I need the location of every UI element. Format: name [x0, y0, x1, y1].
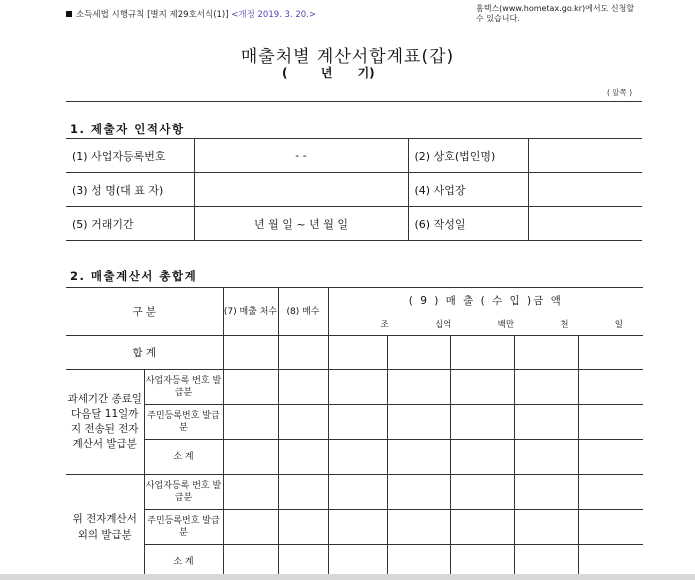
amount-cell[interactable]: [387, 440, 450, 475]
amount-cell[interactable]: [514, 405, 578, 440]
amount-cell[interactable]: [514, 336, 578, 370]
section2-heading: 2. 매출계산서 총합계: [70, 269, 198, 283]
sub-resident-label: 주민등록번호 발급분: [144, 510, 223, 545]
amount-cell[interactable]: [387, 370, 450, 405]
amount-cell[interactable]: [450, 336, 514, 370]
square-bullet-icon: [66, 11, 72, 17]
buyers-cell[interactable]: [223, 440, 278, 475]
year-period: ( 년 기): [282, 66, 375, 80]
amount-cell[interactable]: [328, 370, 387, 405]
subtotal-label: 소 계: [144, 440, 223, 475]
amount-cell[interactable]: [387, 336, 450, 370]
col-buyer-count: (7) 매출 처수: [223, 288, 278, 336]
amount-units: [329, 318, 644, 330]
divider: [66, 101, 642, 102]
unit-sipeok: 십억: [434, 320, 452, 330]
unit-il: 일: [614, 320, 623, 330]
amount-cell[interactable]: [387, 475, 450, 510]
label-company-name: (2) 상호(법인명): [408, 139, 528, 173]
table-row: [66, 139, 642, 173]
form-title: 매출처별 계산서합계표(갑): [240, 47, 455, 67]
buyers-cell[interactable]: [223, 510, 278, 545]
buyers-cell[interactable]: [223, 405, 278, 440]
table-row: [66, 440, 643, 475]
form-reference: [66, 8, 316, 20]
amount-cell[interactable]: [578, 370, 643, 405]
amount-cell[interactable]: [450, 440, 514, 475]
col-sheet-count: (8) 매수: [278, 288, 328, 336]
label-business-place: (4) 사업장: [408, 173, 528, 207]
submitter-info-table: [66, 138, 642, 241]
subtotal-label: 소 계: [144, 545, 223, 580]
amount-cell[interactable]: [514, 510, 578, 545]
sheets-cell[interactable]: [278, 370, 328, 405]
unit-jo: 조: [380, 320, 389, 330]
total-row: [66, 336, 643, 370]
col-sales-amount: [328, 288, 643, 336]
group-other-label: 위 전자계산서 외의 발급분: [66, 475, 144, 580]
company-name-field[interactable]: [528, 139, 642, 173]
amount-cell[interactable]: [514, 440, 578, 475]
amount-cell[interactable]: [578, 440, 643, 475]
amount-cell[interactable]: [387, 510, 450, 545]
sheets-cell[interactable]: [278, 405, 328, 440]
hometax-note: 홈택스(www.hometax.go.kr)에서도 신청할 수 있습니다.: [476, 4, 635, 23]
form-ref-text: 소득세법 시행규칙 [별지 제29호서식(1)]: [76, 10, 229, 20]
section1-heading: 1. 제출자 인적사항: [70, 122, 185, 136]
sub-business-label: 사업자등록 번호 발급분: [144, 370, 223, 405]
buyers-cell[interactable]: [223, 475, 278, 510]
amount-cell[interactable]: [450, 405, 514, 440]
table-row: [66, 405, 643, 440]
amount-cell[interactable]: [328, 440, 387, 475]
sheets-cell[interactable]: [278, 475, 328, 510]
amount-cell[interactable]: [450, 370, 514, 405]
total-label: 합 계: [66, 336, 223, 370]
table-row: [66, 207, 642, 241]
sales-amount-title: ( 9 ) 매 출 ( 수 입 )금 액: [408, 295, 563, 307]
table-header-row: [66, 288, 643, 336]
group-electronic-label: 과세기간 종료일 다음달 11일까지 전송된 전자계산서 발급분: [66, 370, 144, 475]
amount-cell[interactable]: [387, 405, 450, 440]
amount-cell[interactable]: [578, 510, 643, 545]
sheets-cell[interactable]: [278, 510, 328, 545]
label-representative: (3) 성 명(대 표 자): [66, 173, 194, 207]
sub-business-label: 사업자등록 번호 발급분: [144, 475, 223, 510]
revision-link[interactable]: <개정 2019. 3. 20.>: [231, 10, 316, 20]
buyers-cell[interactable]: [223, 370, 278, 405]
representative-field[interactable]: [194, 173, 408, 207]
business-place-field[interactable]: [528, 173, 642, 207]
amount-cell[interactable]: [578, 336, 643, 370]
label-trade-period: (5) 거래기간: [66, 207, 194, 241]
total-sheets-cell[interactable]: [278, 336, 328, 370]
sheets-cell[interactable]: [278, 440, 328, 475]
amount-cell[interactable]: [328, 475, 387, 510]
sales-summary-table: [66, 287, 643, 580]
amount-cell[interactable]: [328, 510, 387, 545]
label-business-number: (1) 사업자등록번호: [66, 139, 194, 173]
total-buyers-cell[interactable]: [223, 336, 278, 370]
amount-cell[interactable]: [514, 370, 578, 405]
page-indicator: ( 앞쪽 ): [607, 88, 633, 97]
trade-period-field[interactable]: 년 월 일 ~ 년 월 일: [194, 207, 408, 241]
amount-cell[interactable]: [578, 475, 643, 510]
amount-cell[interactable]: [328, 336, 387, 370]
amount-cell[interactable]: [328, 405, 387, 440]
created-date-field[interactable]: [528, 207, 642, 241]
horizontal-scrollbar[interactable]: [0, 574, 695, 580]
table-row: [66, 510, 643, 545]
table-row: [66, 173, 642, 207]
amount-cell[interactable]: [514, 475, 578, 510]
business-number-field[interactable]: - -: [194, 139, 408, 173]
sub-resident-label: 주민등록번호 발급분: [144, 405, 223, 440]
amount-cell[interactable]: [450, 475, 514, 510]
table-row: [66, 475, 643, 510]
table-row: [66, 370, 643, 405]
amount-cell[interactable]: [578, 405, 643, 440]
unit-baekman: 백만: [497, 320, 515, 330]
unit-cheon: 천: [560, 320, 569, 330]
col-gubun: 구 분: [66, 288, 223, 336]
amount-cell[interactable]: [450, 510, 514, 545]
label-created-date: (6) 작성일: [408, 207, 528, 241]
